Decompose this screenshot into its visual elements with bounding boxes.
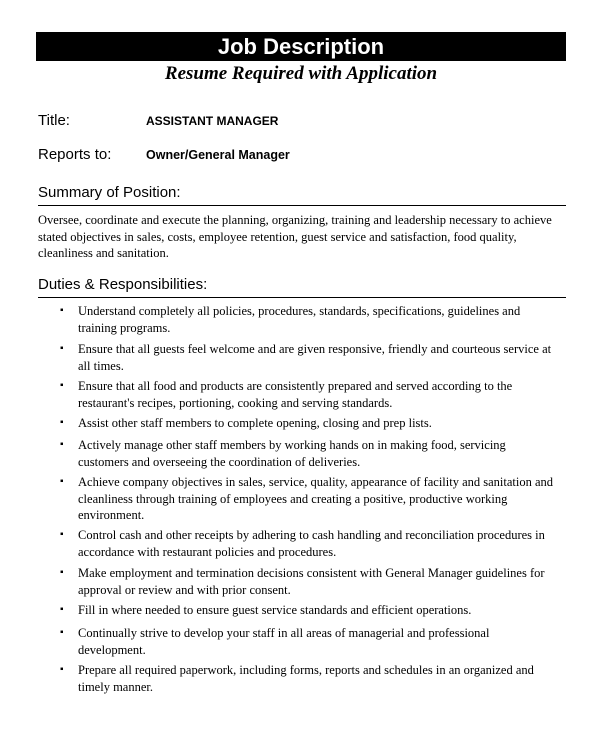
duty-text: Continually strive to develop your staff in all areas of managerial and professional development. [78, 626, 490, 657]
duty-text: Actively manage other staff members by working hands on in making food, servicing customers and overseeing the coordination of deliveries. [78, 438, 506, 469]
bullet-icon: ▪ [60, 343, 64, 354]
duty-text: Fill in where needed to ensure guest service standards and efficient operations. [78, 603, 472, 617]
bullet-icon: ▪ [60, 439, 64, 450]
duty-text: Understand completely all policies, procedures, standards, specifications, guidelines and training programs. [78, 304, 521, 335]
duty-text: Assist other staff members to complete opening, closing and prep lists. [78, 416, 432, 430]
duty-text: Ensure that all guests feel welcome and are given responsive, friendly and courteous service at all times. [78, 342, 552, 373]
bullet-icon: ▪ [60, 567, 64, 578]
bullet-icon: ▪ [60, 417, 64, 428]
title-value: ASSISTANT MANAGER [146, 114, 279, 128]
duty-text: Control cash and other receipts by adhering to cash handling and reconciliation procedures in accordance with restaurant policies and procedures. [78, 528, 545, 559]
bullet-icon: ▪ [60, 627, 64, 638]
bullet-icon: ▪ [60, 476, 64, 487]
bullet-icon: ▪ [60, 664, 64, 675]
reports-to-value: Owner/General Manager [146, 148, 290, 162]
duty-text: Achieve company objectives in sales, service, quality, appearance of facility and sanitation and cleanliness through training of employees and creating a positive, productive working environment. [78, 475, 554, 522]
duty-text: Make employment and termination decisions consistent with General Manager guidelines for approval or review and with prior consent. [78, 566, 545, 597]
bullet-icon: ▪ [60, 604, 64, 615]
document-title: Job Description [217, 34, 385, 59]
duty-text: Ensure that all food and products are consistently prepared and served according to the restaurant's recipes, portioning, cooking and serving standards. [78, 379, 513, 410]
bullet-icon: ▪ [60, 529, 64, 540]
bullet-icon: ▪ [60, 305, 64, 316]
document-header-bar [36, 32, 566, 61]
duties-heading: Duties & Responsibilities: [38, 276, 566, 298]
summary-text: Oversee, coordinate and execute the planning, organizing, training and leadership necessary to achieve stated objectives in sales, costs, employee retention, guest service and satisfaction, food quality, cleanliness and sanitation. [38, 213, 552, 260]
summary-heading: Summary of Position: [38, 184, 566, 206]
title-label: Title: [38, 112, 70, 129]
bullet-icon: ▪ [60, 380, 64, 391]
reports-to-label: Reports to: [38, 146, 112, 163]
duty-text: Prepare all required paperwork, including forms, reports and schedules in an organized and timely manner. [78, 663, 534, 694]
document-subtitle: Resume Required with Application [164, 63, 438, 84]
